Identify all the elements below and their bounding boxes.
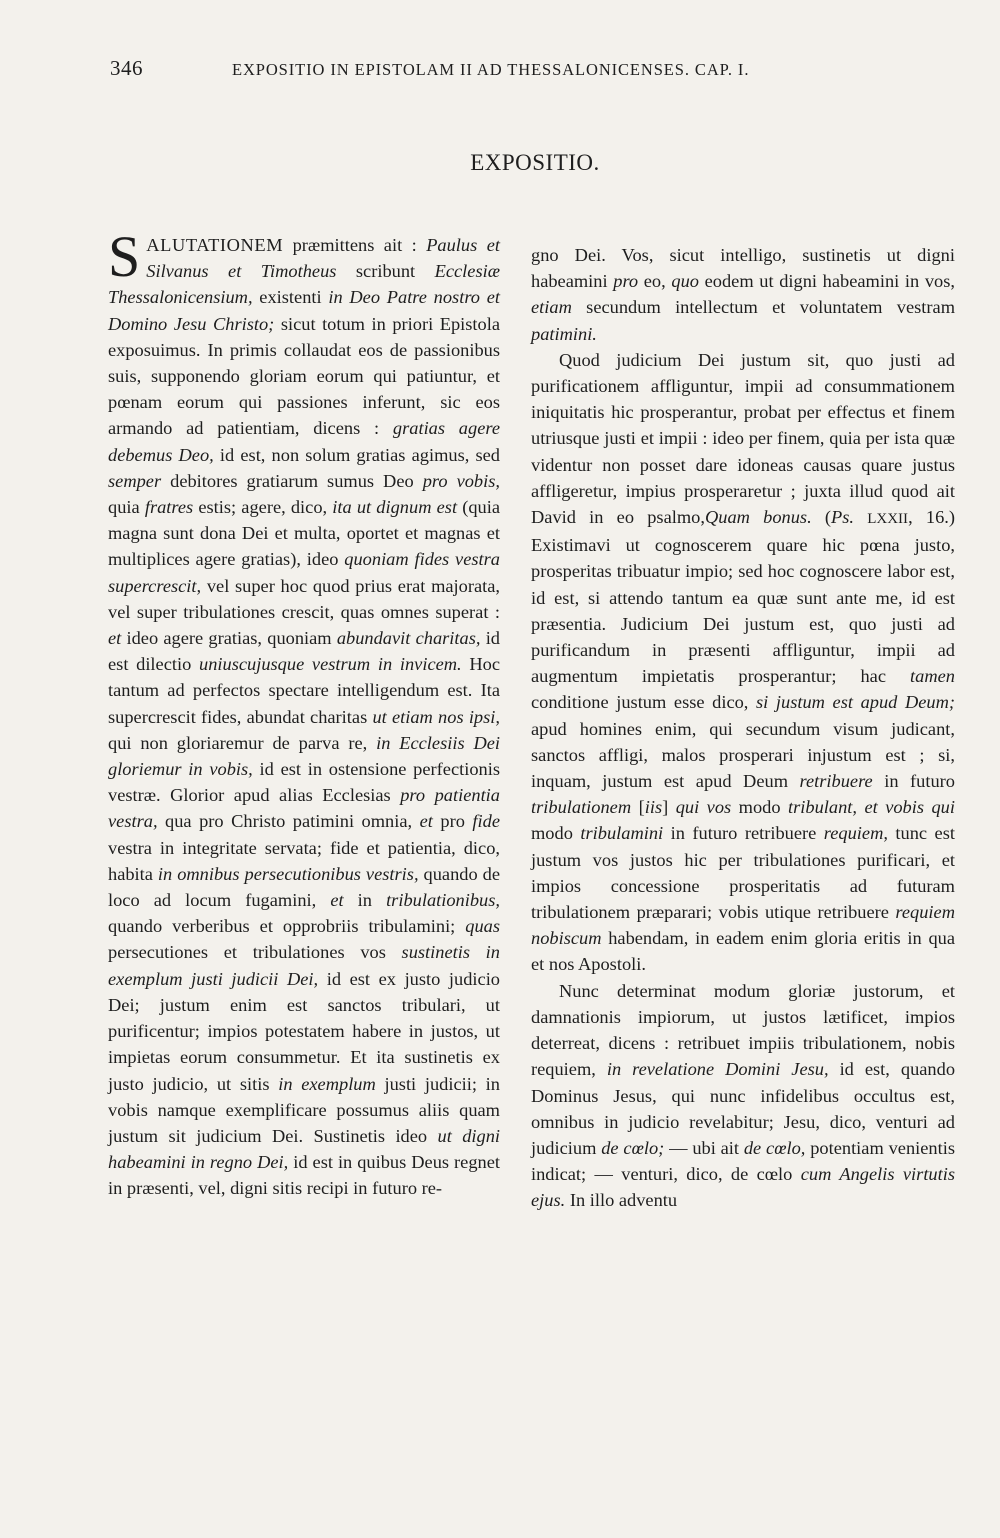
text-run: (quia magna sunt dona Dei et multa, oportet et magnas et multiplices agere gratias), ideo [108, 497, 500, 570]
italic-run: in Ecclesiis Dei gloriemur in vobis, [108, 732, 500, 780]
text-run: Hoc tantum ad perfectos spectare intelligendum est. Ita supercrescit fides, abundat charitas [108, 654, 500, 727]
left-column [108, 224, 501, 1202]
page-number: 346 [110, 56, 143, 80]
text-run: Quod judicium Dei justum sit, quo justi ad purificationem affliguntur, impii ad consummationem iniquitatis hic prosperantur, probat per effectus et finem utriusque justi et impii : ideo per finem, quia per ista quæ videntur non posset dare idoneas causas quare justus affligeretur, impius prosperaretur ; juxta illud quod ait David in eo psalmo, [531, 349, 955, 528]
text-run: id est, quando Dominus Jesus, qui nunc infidelibus occultus est, omnibus in judicio revelabitur; Jesu, dico, venturi ad judicium [531, 1059, 956, 1158]
italic-run: etiam [531, 297, 572, 318]
italic-run: abundavit charitas, [336, 628, 481, 649]
italic-run: ut etiam nos ipsi, [372, 706, 500, 727]
text-run: apud homines enim, qui secundum visum judicant, sanctos affligi, malos prosperari injustum est ; si, inquam, justum est apud Deum [531, 718, 955, 792]
paragraph [531, 978, 955, 1214]
text-run: præmittens ait : [283, 235, 427, 255]
text-run: gno Dei. Vos, sicut intelligo, sustinetis ut digni habeamini [531, 245, 955, 292]
paragraph [531, 347, 955, 978]
text-run: modo [731, 797, 789, 818]
italic-run: de cœlo, [743, 1137, 806, 1158]
italic-run: fide [472, 811, 500, 832]
italic-run: quas [465, 916, 500, 937]
italic-run: patimini. [531, 323, 597, 344]
lead-caps: ALUTATIONEM [146, 235, 284, 255]
italic-run: in Deo Patre nostro et Domino Jesu Christo; [108, 287, 500, 334]
italic-run: de cœlo; [601, 1137, 665, 1158]
text-run: sicut totum in priori Epistola exposuimus. In primis collaudat eos de passionibus suis, supponendo gloriam eorum qui patiuntur, et pœnam eorum qui passiones inferunt, sic eos armando ad patientiam, dicens : [108, 313, 500, 439]
text-run: , 16.) Existimavi ut cognoscerem quare hic pœna justo, prosperitas tribuatur impio; sed hoc cognoscere labor est, id est, si attendo tantum ea quæ sunt ante me, id est præsentia. Judicium Dei justum est, quo justi ad purificandum in præsenti affliguntur, impii ad augmentum impietatis prosperantur; hac [531, 507, 955, 687]
text-run: scribunt [336, 261, 435, 282]
italic-run: in omnibus persecutionibus vestris, [157, 863, 419, 884]
text-run: id est, non solum gratias agimus, sed [213, 444, 500, 465]
italic-run: iis [644, 797, 663, 818]
text-run: qua pro Christo patimini omnia, [157, 811, 420, 832]
text-run: id est ex justo judicio Dei; justum enim est sanctos tribulari, ut purificentur; impios potestatem habere in justos, ut impietas eorum consummetur. Et ita sustinetis ex justo judicio, ut sitis [108, 968, 500, 1094]
text-run: id est dilectio [108, 628, 501, 675]
italic-run: qui vos [675, 797, 732, 818]
italic-run: Ecclesiæ Thessalonicensium, [108, 261, 500, 308]
text-run: in futuro [872, 771, 955, 792]
italic-run: requiem nobiscum [531, 902, 955, 949]
text-run: habendam, in eadem enim gloria eritis in qua et nos Apostoli. [531, 928, 955, 975]
italic-run: in exemplum [278, 1073, 376, 1094]
section-title: EXPOSITIO. [470, 150, 600, 175]
text-run: pro [432, 811, 473, 832]
text-run: in futuro retribuere [663, 823, 824, 844]
text-run: potentiam venientis indicat; — venturi, dico, de cœlo [531, 1137, 955, 1185]
italic-run: si justum est apud Deum; [756, 692, 955, 713]
text-run: quando verberibus et opprobriis tribulamini; [108, 916, 466, 937]
text-run: quando de loco ad locum fugamini, [108, 863, 500, 911]
running-head [110, 56, 950, 86]
text-run: LXXII [867, 511, 909, 528]
italic-run: tamen [910, 666, 955, 687]
italic-run: tribulamini [580, 823, 664, 844]
italic-run: tribulationibus, [386, 890, 500, 911]
text-run: modo [531, 823, 581, 844]
paragraph-body [108, 224, 501, 1199]
text-run: tunc est justum vos justos hic per tribulationes purificari, et impios concessione prosperitatis ad futuram tribulationem præparari; vobis utique retribuere [531, 823, 955, 923]
text-run: conditione justum esse dico, [531, 692, 757, 713]
text-run: debitores gratiarum sumus Deo [161, 470, 423, 491]
text-run: secundum intellectum et voluntatem vestram [571, 297, 955, 318]
italic-run: et [330, 890, 344, 911]
italic-run: quo [671, 271, 699, 292]
right-column [531, 242, 955, 1214]
italic-run: Quam bonus. [704, 507, 812, 528]
italic-run: uniuscujusque vestrum in invicem. [199, 654, 462, 675]
text-run: persecutiones et tribulationes vos [108, 942, 402, 963]
italic-run: quoniam fides vestra supercrescit, [108, 549, 500, 596]
italic-run: pro patientia vestra, [108, 785, 500, 832]
text-run: ( [811, 507, 832, 528]
text-run: eo, [638, 271, 672, 292]
dropcap: S [108, 224, 141, 289]
italic-run: gratias agere debemus Deo, [108, 418, 500, 465]
italic-run: requiem, [823, 823, 888, 844]
italic-run: tribulationem [531, 797, 632, 818]
italic-run: semper [108, 470, 162, 491]
paragraph [531, 242, 955, 347]
text-run: quia [108, 497, 145, 518]
italic-run: ut digni habeamini in regno Dei, [108, 1125, 500, 1173]
text-run: eodem ut digni habeamini in vos, [698, 271, 956, 292]
italic-run: in revelatione Domini Jesu, [606, 1059, 829, 1080]
text-run: Nunc determinat modum gloriæ justorum, et damnationis impiorum, ut justos lætificet, impios deterreat, dicens : retribuet impiis tribulationem, nobis requiem, [531, 980, 955, 1080]
italic-run: pro [613, 271, 639, 292]
running-title: EXPOSITIO IN EPISTOLAM II AD THESSALONICENSES. CAP. I. [232, 60, 750, 79]
italic-run: et [108, 628, 122, 649]
text-run: in [343, 890, 387, 911]
italic-run: ita ut dignum est [332, 497, 458, 518]
text-run: qui non gloriaremur de parva re, [108, 732, 377, 753]
paragraph [108, 224, 501, 1202]
italic-run: Ps. [831, 507, 855, 528]
text-run: existenti [252, 287, 329, 308]
italic-run: retribuere [799, 771, 873, 792]
text-run [854, 507, 867, 527]
text-run: vel super hoc quod prius erat majorata, vel super tribulationes crescit, quas omnes superat : [108, 575, 500, 622]
italic-run: et [419, 811, 433, 832]
italic-run: Paulus et Silvanus et Timotheus [146, 235, 500, 282]
text-run: ideo agere gratias, quoniam [121, 628, 337, 649]
text-run: id est in ostensione perfectionis vestræ. Glorior apud alias Ecclesias [108, 759, 500, 806]
text-run: id est in quibus Deus regnet in præsenti, vel, digni sitis recipi in futuro re- [108, 1152, 500, 1199]
text-run: ] [662, 797, 676, 818]
text-run: justi judicii; in vobis namque exemplificare possumus aliis quam justum sit judicium Dei. Sustinetis ideo [108, 1073, 500, 1146]
italic-run: fratres [144, 497, 194, 518]
text-run: estis; agere, dico, [193, 497, 333, 518]
italic-run: sustinetis in exemplum justi judicii Dei, [108, 942, 500, 989]
text-run: [ [631, 797, 645, 818]
text-run: vestra in integritate servata; fide et patientia, dico, habita [108, 837, 500, 884]
text-run: In illo adventu [565, 1190, 678, 1211]
italic-run: pro vobis, [422, 470, 500, 491]
italic-run: cum Angelis virtutis ejus. [531, 1164, 956, 1211]
italic-run: tribulant, et vobis qui [788, 797, 955, 818]
text-run: — ubi ait [664, 1137, 744, 1158]
